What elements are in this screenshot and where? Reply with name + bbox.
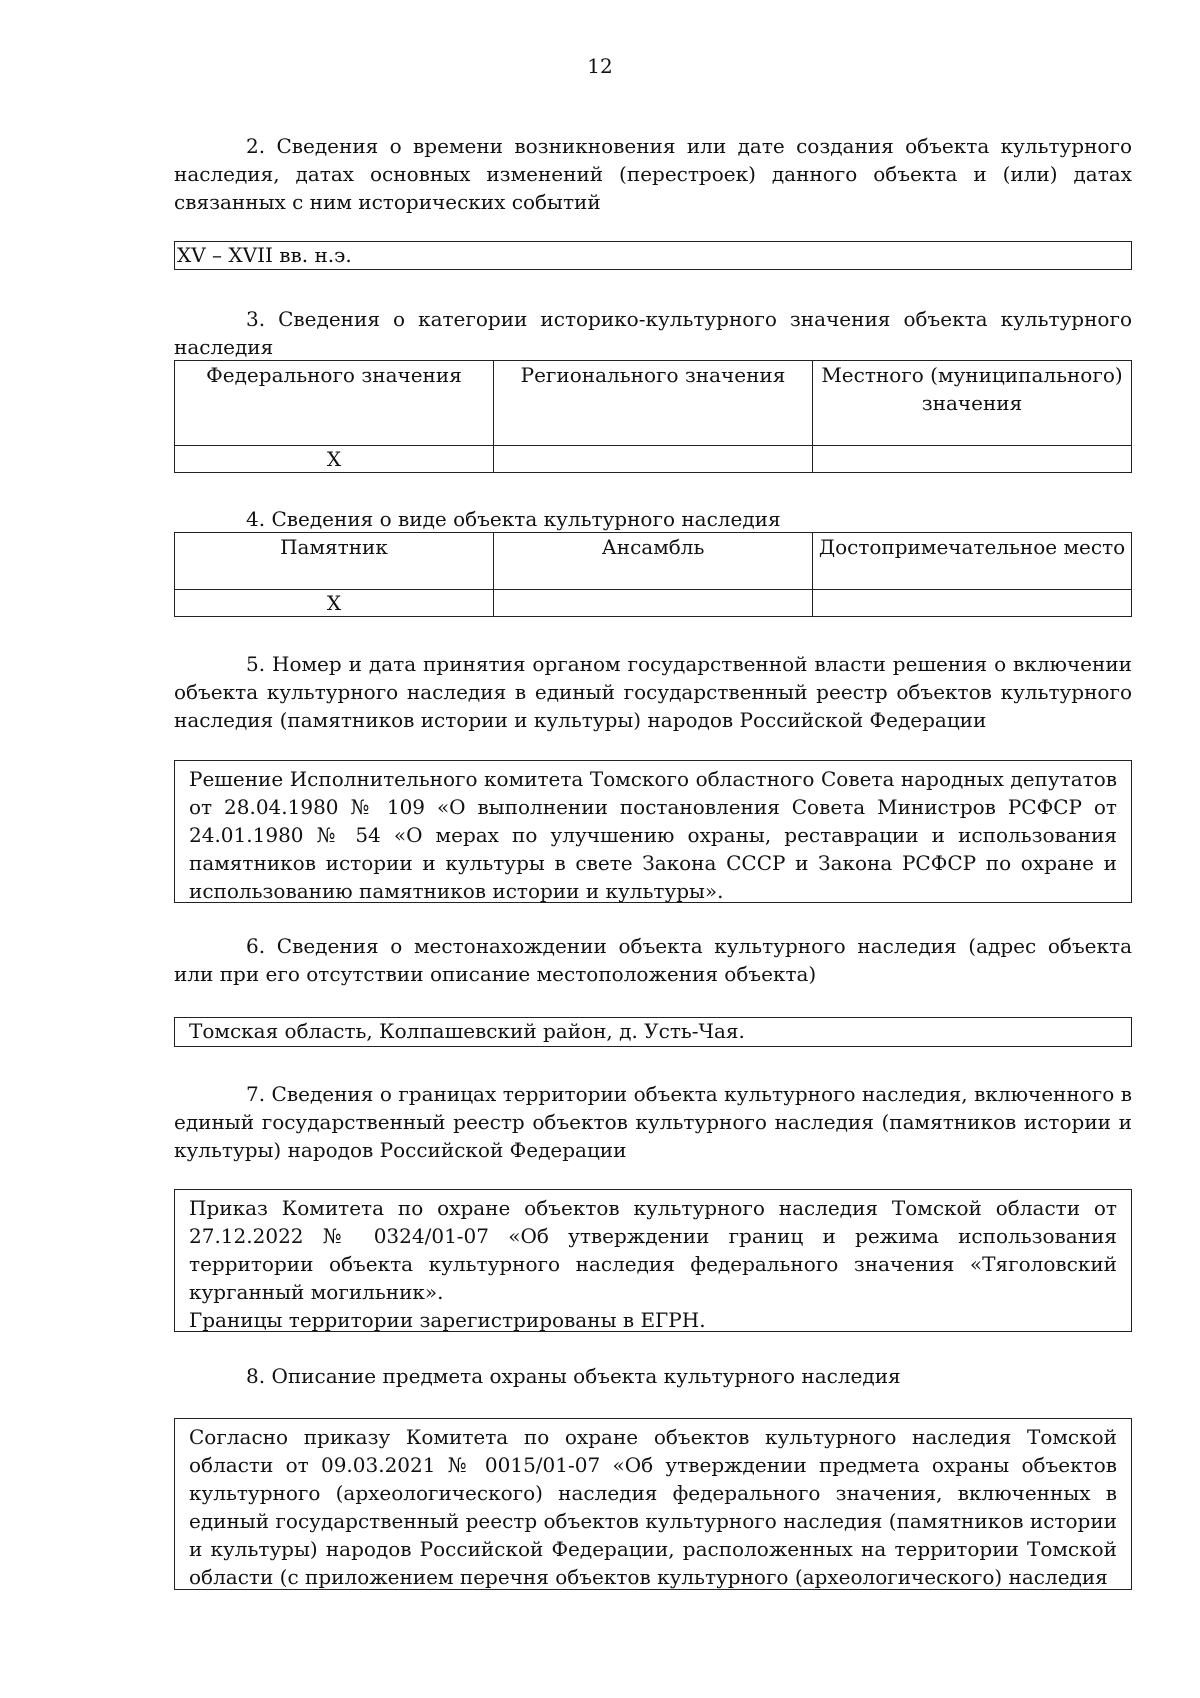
type-mark-row xyxy=(175,590,1132,617)
section-5-value: Решение Исполнительного комитета Томского областного Совета народных депутатов от 28.04.1980 № 109 «О выполнении постановления Совета Министров РСФСР от 24.01.1980 № 54 «О мерах по улучшению охраны, реставрации и использования памятников истории и культуры в свете Закона СССР и Закона РСФСР по охране и использованию памятников истории и культуры». xyxy=(189,767,1117,903)
section-7-value-line2: Границы территории зарегистрированы в ЕГРН. xyxy=(189,1308,706,1332)
section-2-value-box xyxy=(174,241,1132,270)
type-col-monument: Памятник xyxy=(175,533,494,590)
category-mark-regional xyxy=(494,446,813,473)
category-table xyxy=(174,360,1132,473)
type-header-row xyxy=(175,533,1132,590)
section-2-value: XV – XVII вв. н.э. xyxy=(177,243,352,267)
category-mark-local xyxy=(813,446,1132,473)
section-3-heading: 3. Сведения о категории историко-культурного значения объекта культурного наследия xyxy=(174,307,1132,359)
section-6 xyxy=(174,932,1132,988)
section-4-table-wrap xyxy=(174,532,1132,617)
type-mark-ensemble xyxy=(494,590,813,617)
type-mark-monument: Х xyxy=(175,590,494,617)
category-header-row xyxy=(175,361,1132,446)
section-5 xyxy=(174,650,1132,734)
category-col-federal: Федерального значения xyxy=(175,361,494,446)
section-6-heading: 6. Сведения о местонахождении объекта культурного наследия (адрес объекта или при его отсутствии описание местоположения объекта) xyxy=(174,934,1132,986)
section-5-value-box xyxy=(174,760,1132,903)
category-col-local: Местного (муниципального) значения xyxy=(813,361,1132,446)
section-6-value-box xyxy=(174,1017,1132,1047)
section-7 xyxy=(174,1080,1132,1164)
category-col-regional: Регионального значения xyxy=(494,361,813,446)
section-7-value-box xyxy=(174,1189,1132,1332)
section-3 xyxy=(174,305,1132,361)
type-col-landmark: Достопримечательное место xyxy=(813,533,1132,590)
section-5-heading: 5. Номер и дата принятия органом государственной власти решения о включении объекта культурного наследия в единый государственный реестр объектов культурного наследия (памятников истории и культуры) народов Российской Федерации xyxy=(174,652,1132,732)
section-8-value-box xyxy=(174,1418,1132,1590)
section-3-table-wrap xyxy=(174,360,1132,473)
section-2 xyxy=(174,132,1132,216)
type-mark-landmark xyxy=(813,590,1132,617)
category-mark-row xyxy=(175,446,1132,473)
section-2-heading: 2. Сведения о времени возникновения или дате создания объекта культурного наследия, датах основных изменений (перестроек) данного объекта и (или) датах связанных с ним исторических событий xyxy=(174,134,1132,214)
type-col-ensemble: Ансамбль xyxy=(494,533,813,590)
section-4-heading: 4. Сведения о виде объекта культурного наследия xyxy=(246,507,781,531)
section-8-value: Согласно приказу Комитета по охране объектов культурного наследия Томской области от 09.03.2021 № 0015/01-07 «Об утверждении предмета охраны объектов культурного (археологического) наследия федерального значения, включенных в единый государственный реестр объектов культурного наследия (памятников истории и культуры) народов Российской Федерации, расположенных на территории Томской области (с приложением перечня объектов культурного (археологического) наследия xyxy=(189,1425,1117,1589)
page-number: 12 xyxy=(587,54,613,78)
section-8 xyxy=(174,1362,1132,1390)
section-7-heading: 7. Сведения о границах территории объекта культурного наследия, включенного в единый государственный реестр объектов культурного наследия (памятников истории и культуры) народов Российской Федерации xyxy=(174,1082,1132,1162)
section-7-value-line1: Приказ Комитета по охране объектов культурного наследия Томской области от 27.12.2022 № 0324/01-07 «Об утверждении границ и режима использования территории объекта культурного наследия федерального значения «Тяголовский курганный могильник». xyxy=(189,1196,1117,1304)
section-4 xyxy=(174,505,1132,533)
section-8-heading: 8. Описание предмета охраны объекта культурного наследия xyxy=(246,1364,901,1388)
category-mark-federal: Х xyxy=(175,446,494,473)
type-table xyxy=(174,532,1132,617)
section-6-value: Томская область, Колпашевский район, д. Усть-Чая. xyxy=(189,1019,745,1043)
